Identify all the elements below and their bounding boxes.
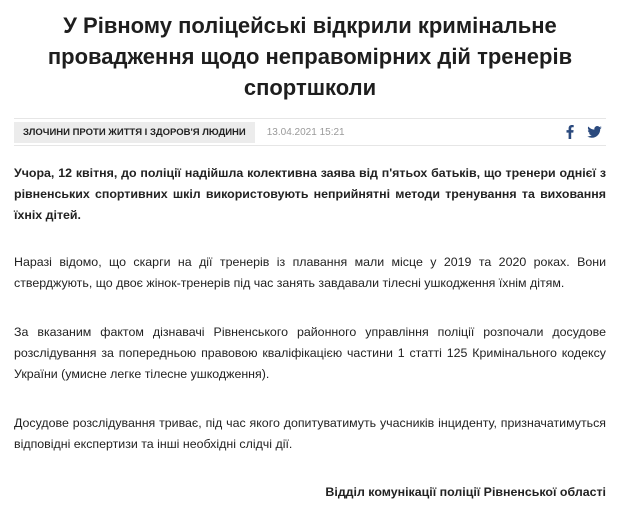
share-buttons (562, 124, 606, 140)
category-tag[interactable]: ЗЛОЧИНИ ПРОТИ ЖИТТЯ І ЗДОРОВ'Я ЛЮДИНИ (14, 122, 255, 143)
twitter-share-button[interactable] (586, 124, 602, 140)
article-meta-bar (14, 118, 606, 146)
article-lead-paragraph: Учора, 12 квітня, до поліції надійшла колективна заява від п'ятьох батьків, що тренери однієї з рівненських спортивних шкіл використовують неприйнятні методи тренування та виховання їхніх дітей. (14, 166, 606, 222)
article-paragraph: Наразі відомо, що скарги на дії тренерів із плавання мали місце у 2019 та 2020 роках. Вони стверджують, що двоє жінок-тренерів під час занять завдавали тілесні ушкодження їхнім дітям. (14, 255, 606, 290)
publish-date: 13.04.2021 15:21 (266, 126, 345, 138)
facebook-icon (566, 125, 574, 139)
facebook-share-button[interactable] (562, 124, 578, 140)
twitter-icon (587, 126, 602, 138)
article-paragraph: Досудове розслідування триває, під час якого допитуватимуть учасників інциденту, призначатимуться відповідні експертизи та інші необхідні слідчі дії. (14, 416, 606, 451)
article-title: У Рівному поліцейські відкрили кримінальне провадження щодо неправомірних дій тренерів спортшколи (47, 13, 573, 100)
article-body (14, 163, 606, 483)
article-paragraph: За вказаним фактом дізнавачі Рівненського районного управління поліції розпочали досудове розслідування за попередньою правовою кваліфікацією частини 1 статті 125 Кримінального кодексу України (умисне легке тілесне ушкодження). (14, 325, 606, 381)
article-signature: Відділ комунікації поліції Рівненської області (325, 485, 606, 499)
